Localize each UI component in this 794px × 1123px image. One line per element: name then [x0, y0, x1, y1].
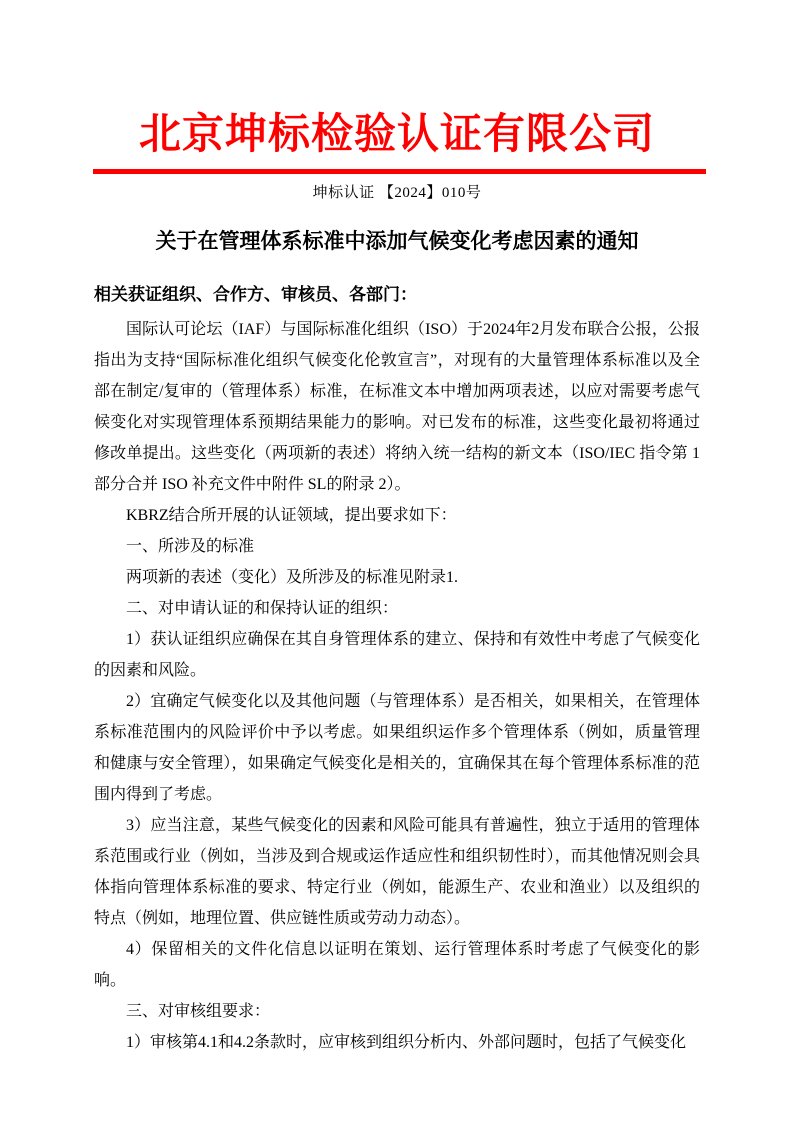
body-paragraph-11: 1）审核第4.1和4.2条款时，应审核到组织分析内、外部问题时，包括了气候变化: [126, 1033, 687, 1051]
body-paragraph-1: 国际认可论坛（IAF）与国际标准化组织（ISO）于2024年2月发布联合公报，公报指出为支持“国际标准化组织气候变化伦敦宣言”，对现有的大量管理体系标准以及全部在制定/复审的（管理体系）标准，在标准文本中增加两项表述，以应对需要考虑气候变化对实现管理体系预期结果能力的影响。对已发布的标准，这些变化最初将通过修改单提出。这些变化（两项新的表述）将纳入统一结构的新文本（ISO/IEC 指令第 1 部分合并 ISO 补充文件中附件 SL的附录 2）。: [94, 320, 700, 493]
company-name: 北京坤标检验认证有限公司: [138, 112, 655, 158]
body-paragraph-4: 两项新的表述（变化）及所涉及的标准见附录1.: [126, 568, 459, 586]
doc-number: 坤标认证 【2024】010号: [312, 184, 482, 201]
body-paragraph-3: 一、所涉及的标准: [126, 537, 255, 555]
body-paragraph-5: 二、对申请认证的和保持认证的组织：: [126, 599, 399, 617]
body-paragraph-6: 1）获认证组织应确保在其自身管理体系的建立、保持和有效性中考虑了气候变化的因素和风险。: [94, 630, 700, 679]
document-body: [94, 314, 700, 1058]
body-paragraph-2: KBRZ结合所开展的认证领域，提出要求如下：: [126, 506, 457, 524]
body-paragraph-8: 3）应当注意，某些气候变化的因素和风险可能具有普遍性，独立于适用的管理体系范围或行业（例如，当涉及到合规或运作适应性和组织韧性时），而其他情况则会具体指向管理体系标准的要求、特定行业（例如，能源生产、农业和渔业）以及组织的特点（例如，地理位置、供应链性质或劳动力动态）。: [94, 816, 700, 927]
body-paragraph-9: 4）保留相关的文件化信息以证明在策划、运行管理体系时考虑了气候变化的影响。: [94, 940, 700, 989]
doc-title: 关于在管理体系标准中添加气候变化考虑因素的通知: [155, 228, 639, 253]
header-divider-line: [93, 169, 706, 174]
body-paragraph-7: 2）宜确定气候变化以及其他问题（与管理体系）是否相关，如果相关，在管理体系标准范围内的风险评价中予以考虑。如果组织运作多个管理体系（例如，质量管理和健康与安全管理），如果确定气候变化是相关的，宜确保其在每个管理体系标准的范围内得到了考虑。: [94, 692, 700, 803]
body-paragraph-10: 三、对审核组要求：: [126, 1002, 271, 1020]
salutation: 相关获证组织、合作方、审核员、各部门：: [94, 284, 417, 304]
